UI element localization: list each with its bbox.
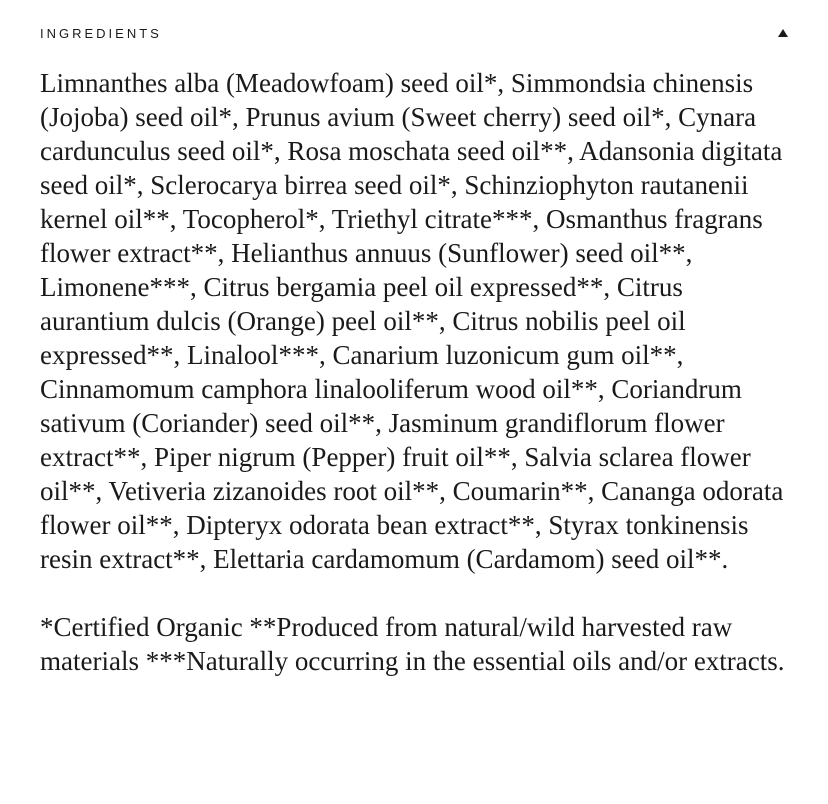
triangle-up-icon[interactable] [778, 29, 788, 37]
section-title: INGREDIENTS [40, 25, 162, 41]
ingredients-accordion-header[interactable] [40, 22, 792, 44]
ingredients-list: Limnanthes alba (Meadowfoam) seed oil*, Simmondsia chinensis (Jojoba) seed oil*, Prunus avium (Sweet cherry) seed oil*, Cynara cardunculus seed oil*, Rosa moschata seed oil**, Adansonia digitata seed oil*, Sclerocarya birrea seed oil*, Schinziophyton rautanenii kernel oil**, Tocopherol*, Triethyl citrate***, Osmanthus fragrans flower extract**, Helianthus annuus (Sunflower) seed oil**, Limonene***, Citrus bergamia peel oil expressed**, Citrus aurantium dulcis (Orange) peel oil**, Citrus nobilis peel oil expressed**, Linalool***, Canarium luzonicum gum oil**, Cinnamomum camphora linalooliferum wood oil**, Coriandrum sativum (Coriander) seed oil**, Jasminum grandiflorum flower extract**, Piper nigrum (Pepper) fruit oil**, Salvia sclarea flower oil**, Vetiveria zizanoides root oil**, Coumarin**, Cananga odorata flower oil**, Dipteryx odorata bean extract**, Styrax tonkinensis resin extract**, Elettaria cardamomum (Cardamom) seed oil**. [40, 68, 784, 574]
ingredients-footnote: *Certified Organic **Produced from natural/wild harvested raw materials ***Naturally occurring in the essential oils and/or extracts. [40, 612, 785, 676]
ingredients-panel [40, 66, 792, 678]
